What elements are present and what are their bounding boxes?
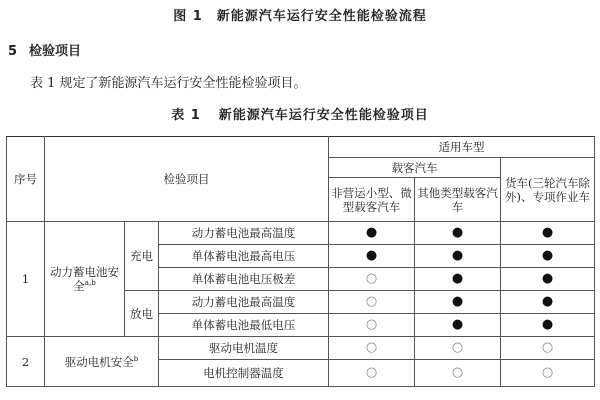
category-footnote: a,b	[84, 279, 96, 288]
table-row	[7, 337, 595, 360]
applicability-mark: ●	[415, 268, 501, 291]
applicability-mark: ●	[501, 314, 595, 337]
applicability-mark: ○	[501, 360, 595, 387]
row-item: 驱动电机温度	[159, 337, 329, 360]
header-truck: 货车(三轮汽车除外)、专项作业车	[501, 158, 595, 222]
intro-paragraph: 表 1 规定了新能源汽车运行安全性能检验项目。	[30, 76, 307, 91]
applicability-mark: ○	[329, 291, 415, 314]
applicability-mark: ○	[329, 360, 415, 387]
section-title: 检验项目	[29, 44, 82, 59]
row-subcategory: 充电	[125, 222, 159, 291]
row-seq: 2	[7, 337, 45, 387]
row-subcategory: 放电	[125, 291, 159, 337]
header-small: 非营运小型、微型载客汽车	[329, 178, 415, 222]
table-number: 表 1	[171, 108, 201, 123]
applicability-mark: ●	[415, 291, 501, 314]
row-seq: 1	[7, 222, 45, 337]
applicability-mark: ●	[415, 314, 501, 337]
category-footnote: b	[133, 354, 139, 363]
table-title: 新能源汽车运行安全性能检验项目	[218, 108, 429, 123]
applicability-mark: ●	[501, 222, 595, 245]
row-item: 动力蓄电池最高温度	[159, 291, 329, 314]
row-item: 单体蓄电池最低电压	[159, 314, 329, 337]
applicability-mark: ○	[329, 337, 415, 360]
category-label: 驱动电机安全	[64, 354, 134, 369]
applicability-mark: ●	[415, 222, 501, 245]
row-category	[45, 222, 125, 337]
figure-caption: 图 1 新能源汽车运行安全性能检验流程	[173, 9, 427, 24]
applicability-mark: ●	[415, 245, 501, 268]
table-caption	[0, 104, 600, 123]
header-item: 检验项目	[45, 137, 329, 222]
header-other: 其他类型载客汽车	[415, 178, 501, 222]
header-applicable: 适用车型	[329, 137, 595, 158]
applicability-mark: ○	[329, 268, 415, 291]
row-item: 动力蓄电池最高温度	[159, 222, 329, 245]
applicability-mark: ○	[501, 337, 595, 360]
applicability-mark: ○	[415, 337, 501, 360]
row-item: 单体蓄电池电压极差	[159, 268, 329, 291]
applicability-mark: ○	[329, 314, 415, 337]
applicability-mark: ●	[329, 222, 415, 245]
section-number: 5	[8, 44, 18, 59]
applicability-mark: ●	[501, 268, 595, 291]
row-item: 单体蓄电池最高电压	[159, 245, 329, 268]
category-label: 动力蓄电池安全	[50, 265, 119, 293]
row-category	[45, 337, 159, 387]
applicability-mark: ●	[329, 245, 415, 268]
applicability-mark: ●	[501, 245, 595, 268]
header-passenger: 载客汽车	[329, 158, 501, 178]
applicability-mark: ●	[501, 291, 595, 314]
applicability-mark: ○	[415, 360, 501, 387]
header-seq: 序号	[7, 137, 45, 222]
table-row	[7, 222, 595, 245]
row-item: 电机控制器温度	[159, 360, 329, 387]
header-row-1	[7, 137, 595, 158]
inspection-items-table	[6, 136, 595, 387]
section-heading	[8, 40, 81, 59]
